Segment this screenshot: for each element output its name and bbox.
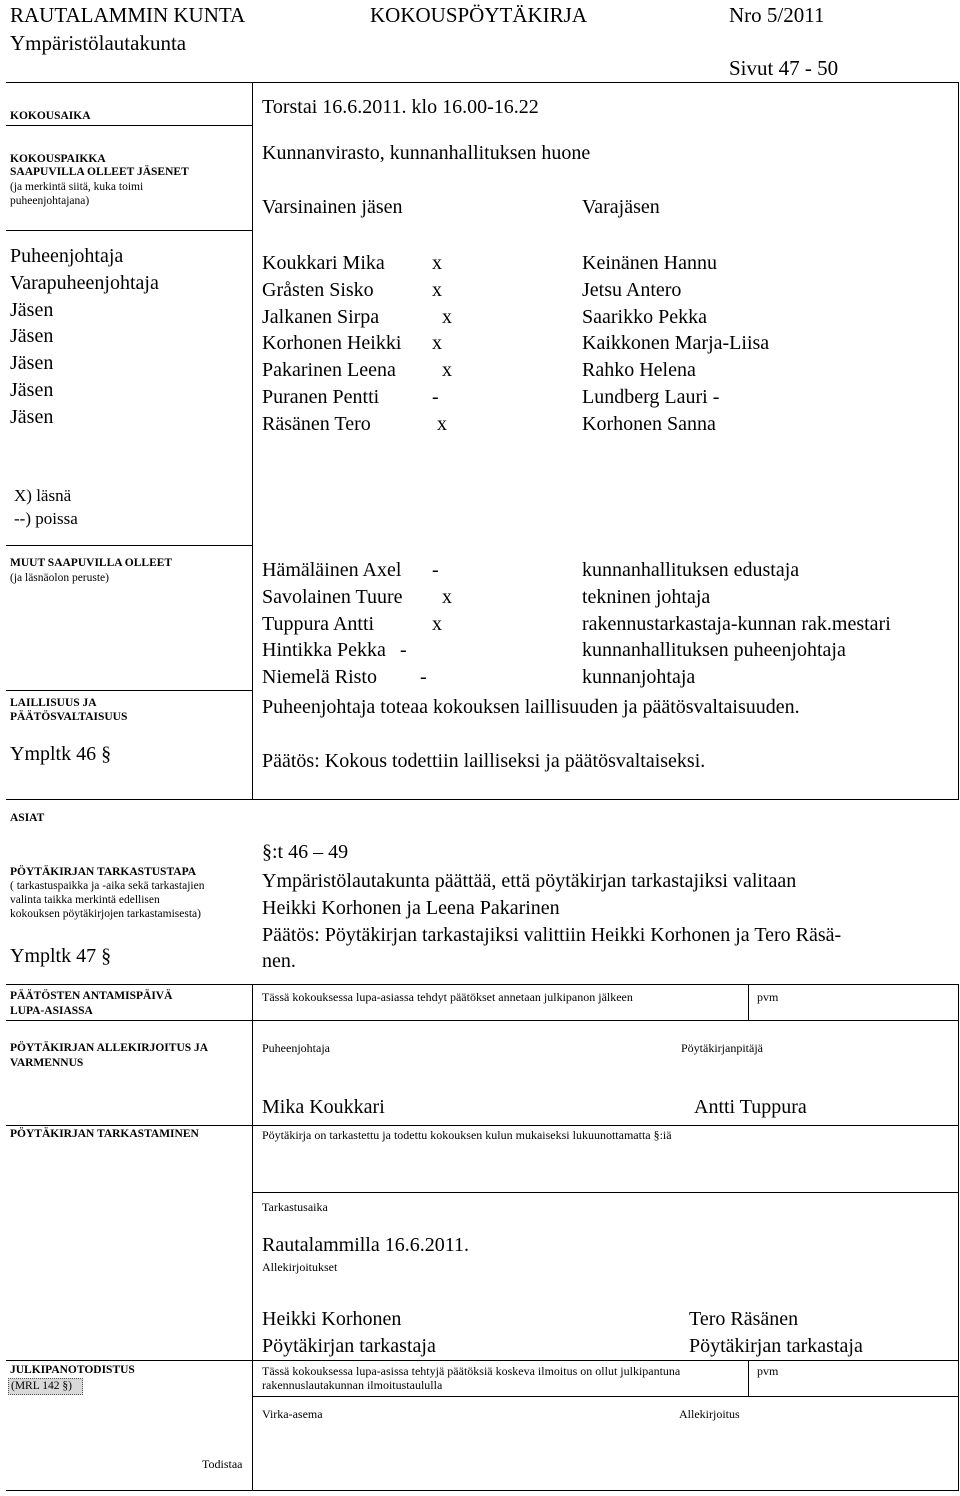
legality-label-1: LAILLISUUS JA <box>10 697 97 709</box>
deputy-name-cell: Jetsu Antero <box>582 278 682 301</box>
document-number: Nro 5/2011 <box>729 3 825 27</box>
certify-label: Todistaa <box>202 1457 243 1471</box>
org-name: RAUTALAMMIN KUNTA <box>10 3 246 27</box>
review-text-line: Päätös: Pöytäkirjan tarkastajiksi valittiin Heikki Korhonen ja Tero Räsä- <box>262 923 842 946</box>
deputy-name-cell: Kaikkonen Marja-Liisa <box>582 332 770 355</box>
posting-date-label: pvm <box>757 1364 779 1378</box>
review-text-line: Heikki Korhonen ja Leena Pakarinen <box>262 896 560 919</box>
checker-2-role: Pöytäkirjan tarkastaja <box>689 1335 863 1357</box>
review-label: PÖYTÄKIRJAN TARKASTUSTAPA <box>10 866 197 878</box>
signing-label-1: PÖYTÄKIRJAN ALLEKIRJOITUS JA <box>10 1042 209 1054</box>
committee-name: Ympäristölautakunta <box>10 31 187 55</box>
members-note-1: (ja merkintä siitä, kuka toimi <box>10 181 144 193</box>
other-mark: - <box>420 666 427 689</box>
document-type: KOKOUSPÖYTÄKIRJA <box>370 3 588 27</box>
other-role-cell: tekninen johtaja <box>582 585 711 608</box>
member-name-cell: Räsänen Tero <box>262 412 371 435</box>
other-role-cell: kunnanhallituksen puheenjohtaja <box>582 639 846 662</box>
posting-ref: (MRL 142 §) <box>11 1380 72 1392</box>
legality-section: Ympltk 46 § <box>10 743 112 765</box>
review-text-line: nen. <box>262 950 296 973</box>
deputy-names <box>582 250 769 438</box>
attendance-mark: x <box>442 359 452 382</box>
posting-date-divider <box>748 1360 749 1396</box>
member-names <box>262 250 401 438</box>
meeting-time-value: Torstai 16.6.2011. klo 16.00-16.22 <box>262 96 539 118</box>
other-name-cell: Hämäläinen Axel <box>262 559 402 581</box>
appeal-date-label: pvm <box>757 990 779 1004</box>
appeal-label-1: PÄÄTÖSTEN ANTAMISPÄIVÄ <box>10 990 173 1002</box>
legend-line <box>6 545 252 546</box>
appeal-bottom-line <box>6 1020 959 1021</box>
matters-sections: §:t 46 – 49 <box>262 841 349 863</box>
checker-1-role: Pöytäkirjan tarkastaja <box>262 1335 436 1357</box>
secretary-label: Pöytäkirjanpitäjä <box>681 1041 763 1055</box>
appeal-divider <box>252 984 253 1020</box>
other-role-cell: rakennustarkastaja-kunnan rak.mestari <box>582 612 891 635</box>
deputy-name-cell: Keinänen Hannu <box>582 252 717 274</box>
member-roles <box>10 243 159 431</box>
review-text-line: Ympäristölautakunta päättää, että pöytäkirjan tarkastajiksi valitaan <box>262 870 797 892</box>
others-label: MUUT SAAPUVILLA OLLEET <box>10 557 173 569</box>
others-roles <box>582 557 891 691</box>
role-cell: Jäsen <box>10 352 54 375</box>
review-section: Ympltk 47 § <box>10 945 112 967</box>
frame-bottom-line <box>6 799 959 800</box>
others-note: (ja läsnäolon peruste) <box>10 572 109 584</box>
page-range: Sivut 47 - 50 <box>729 56 839 80</box>
checking-label: PÖYTÄKIRJAN TARKASTAMINEN <box>10 1128 199 1140</box>
appeal-label-2: LUPA-ASIASSA <box>10 1005 93 1017</box>
posting-text-1: Tässä kokouksessa lupa-asissa tehtyjä päätöksiä koskeva ilmoitus on ollut julkipantuna <box>262 1364 681 1378</box>
meeting-place-value: Kunnanvirasto, kunnanhallituksen huone <box>262 142 591 164</box>
role-cell: Puheenjohtaja <box>10 245 124 267</box>
role-cell: Jäsen <box>10 405 54 428</box>
legality-statement: Puheenjohtaja toteaa kokouksen laillisuuden ja päätösvaltaisuuden. <box>262 696 800 718</box>
checker-2-name: Tero Räsänen <box>689 1308 799 1330</box>
checking-divider <box>252 1125 253 1361</box>
member-name-cell: Koukkari Mika <box>262 252 385 274</box>
role-cell: Jäsen <box>10 378 54 401</box>
legend-present: X) läsnä <box>14 486 72 505</box>
other-name-cell: Hintikka Pekka <box>262 639 386 662</box>
checking-place-date: Rautalammilla 16.6.2011. <box>262 1234 470 1256</box>
checking-time-label: Tarkastusaika <box>262 1200 328 1214</box>
role-cell: Jäsen <box>10 298 54 321</box>
secretary-name: Antti Tuppura <box>694 1096 807 1118</box>
review-note-2: valinta taikka merkintä edellisen <box>10 894 160 906</box>
frame-top-line <box>6 82 959 83</box>
column-divider <box>252 82 253 800</box>
deputy-name-cell: Saarikko Pekka <box>582 305 707 328</box>
review-note-1: ( tarkastuspaikka ja -aika sekä tarkastajien <box>10 880 205 892</box>
legality-label-2: PÄÄTÖSVALTAISUUS <box>10 711 128 723</box>
attendance-mark: x <box>432 252 442 274</box>
attendance-mark: x <box>432 278 442 301</box>
review-note-3: kokouksen pöytäkirjojen tarkastamisesta) <box>10 908 201 920</box>
deputy-name-cell: Lundberg Lauri - <box>582 385 720 408</box>
regular-member-heading: Varsinainen jäsen <box>262 196 403 218</box>
other-role-cell: kunnanhallituksen edustaja <box>582 559 800 581</box>
appeal-right-line <box>958 984 959 1020</box>
posting-mid-line <box>252 1396 959 1397</box>
meeting-time-label: KOKOUSAIKA <box>10 110 91 122</box>
review-text <box>262 868 841 975</box>
position-label: Virka-asema <box>262 1407 323 1421</box>
chair-label: Puheenjohtaja <box>262 1041 330 1055</box>
signatures-label: Allekirjoitukset <box>262 1260 338 1274</box>
other-mark: - <box>400 639 407 662</box>
frame-right-line <box>958 82 959 800</box>
meeting-place-label: KOKOUSPAIKKA <box>10 153 106 165</box>
posting-divider <box>252 1360 253 1491</box>
checker-1-name: Heikki Korhonen <box>262 1308 402 1330</box>
deputy-name-cell: Rahko Helena <box>582 359 696 382</box>
member-name-cell: Jalkanen Sirpa <box>262 305 380 328</box>
member-marks <box>432 250 452 438</box>
others-line <box>6 690 252 691</box>
others-marks <box>400 557 452 691</box>
attendance-mark: x <box>437 412 447 435</box>
members-label: SAAPUVILLA OLLEET JÄSENET <box>10 166 189 178</box>
signing-label-2: VARMENNUS <box>10 1057 84 1069</box>
members-header-line <box>6 230 252 231</box>
appeal-text: Tässä kokouksessa lupa-asiassa tehdyt päätökset annetaan julkipanon jälkeen <box>262 990 633 1004</box>
signing-right-line <box>958 1020 959 1126</box>
checking-right-line <box>958 1125 959 1361</box>
other-name-cell: Savolainen Tuure <box>262 585 403 608</box>
posting-text-2: rakennuslautakunnan ilmoitustaululla <box>262 1378 443 1392</box>
others-names <box>262 557 403 691</box>
other-role-cell: kunnanjohtaja <box>582 666 696 689</box>
other-name-cell: Tuppura Antti <box>262 612 375 635</box>
legality-decision: Päätös: Kokous todettiin lailliseksi ja päätösvaltaiseksi. <box>262 750 706 772</box>
appeal-top-line <box>6 984 959 985</box>
deputy-member-heading: Varajäsen <box>582 196 660 218</box>
appeal-date-divider <box>748 984 749 1020</box>
time-row-line <box>6 125 252 126</box>
signature-label: Allekirjoitus <box>679 1407 740 1421</box>
member-name-cell: Pakarinen Leena <box>262 359 396 382</box>
checking-text: Pöytäkirja on tarkastettu ja todettu kokouksen kulun mukaiseksi lukuunottamatta §:iä <box>262 1128 672 1142</box>
role-cell: Jäsen <box>10 325 54 348</box>
posting-label: JULKIPANOTODISTUS <box>10 1364 135 1376</box>
attendance-mark: x <box>432 332 442 355</box>
matters-label: ASIAT <box>10 812 45 824</box>
legend-absent: --) poissa <box>14 509 78 528</box>
other-name-cell: Niemelä Risto <box>262 666 377 689</box>
checking-bottom-line <box>6 1360 959 1361</box>
attendance-mark: - <box>432 385 439 408</box>
chair-name: Mika Koukkari <box>262 1096 385 1118</box>
other-mark: x <box>432 612 442 635</box>
other-mark: - <box>432 559 439 581</box>
member-name-cell: Gråsten Sisko <box>262 278 374 301</box>
attendance-mark: x <box>442 305 452 328</box>
deputy-name-cell: Korhonen Sanna <box>582 412 716 435</box>
other-mark: x <box>442 585 452 608</box>
member-name-cell: Puranen Pentti <box>262 385 380 408</box>
signing-divider <box>252 1020 253 1126</box>
members-note-2: puheenjohtajana) <box>10 195 90 207</box>
role-cell: Varapuheenjohtaja <box>10 271 159 294</box>
checking-mid-line <box>252 1192 959 1193</box>
member-name-cell: Korhonen Heikki <box>262 332 402 355</box>
posting-bottom-line <box>6 1490 959 1491</box>
posting-right-line <box>958 1360 959 1491</box>
signing-bottom-line <box>6 1125 959 1126</box>
